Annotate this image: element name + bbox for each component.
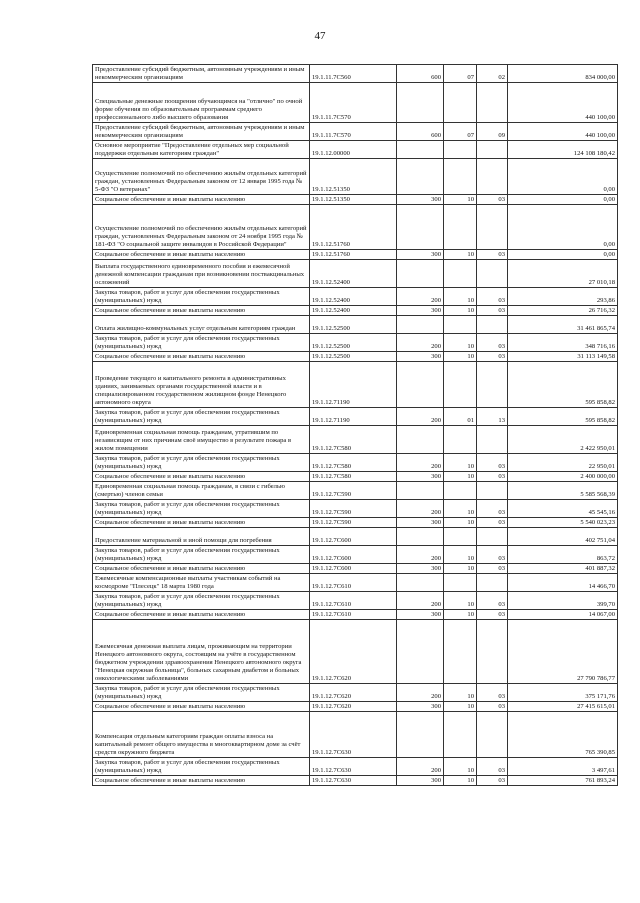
- amount-cell: 595 858,82: [508, 362, 618, 408]
- table-row: [93, 712, 618, 758]
- target-code-cell: 19.1.12.7С590: [310, 518, 397, 528]
- subsection-cell: [477, 528, 508, 546]
- target-code-cell: 19.1.12.7С590: [310, 500, 397, 518]
- target-code-cell: 19.1.12.7С600: [310, 546, 397, 564]
- item-name-cell: Закупка товаров, работ и услуг для обеспечения государственных (муниципальных) нужд: [93, 684, 310, 702]
- expense-type-cell: [397, 362, 444, 408]
- item-name-cell: Проведение текущего и капитального ремонта в административных зданиях, занимаемых органами государственной власти и в специализированном государственном жилищном фонде Ненецкого автономного округа: [93, 362, 310, 408]
- subsection-cell: 02: [477, 65, 508, 83]
- budget-table: [92, 64, 618, 786]
- expense-type-cell: 200: [397, 592, 444, 610]
- subsection-cell: 03: [477, 454, 508, 472]
- amount-cell: 124 108 180,42: [508, 141, 618, 159]
- subsection-cell: 03: [477, 334, 508, 352]
- page-number: 47: [314, 30, 326, 42]
- amount-cell: 401 887,32: [508, 564, 618, 574]
- target-code-cell: 19.1.12.71190: [310, 362, 397, 408]
- section-cell: 07: [444, 123, 477, 141]
- expense-type-cell: 300: [397, 472, 444, 482]
- section-cell: 07: [444, 65, 477, 83]
- section-cell: [444, 83, 477, 123]
- item-name-cell: Закупка товаров, работ и услуг для обеспечения государственных (муниципальных) нужд: [93, 288, 310, 306]
- subsection-cell: 03: [477, 306, 508, 316]
- table-row: [93, 546, 618, 564]
- target-code-cell: 19.1.12.7С620: [310, 702, 397, 712]
- subsection-cell: [477, 426, 508, 454]
- section-cell: [444, 712, 477, 758]
- expense-type-cell: 300: [397, 250, 444, 260]
- item-name-cell: Социальное обеспечение и иные выплаты населению: [93, 564, 310, 574]
- expense-type-cell: [397, 159, 444, 195]
- subsection-cell: 03: [477, 776, 508, 786]
- amount-cell: 0,00: [508, 195, 618, 205]
- expense-type-cell: [397, 574, 444, 592]
- amount-cell: 440 100,00: [508, 83, 618, 123]
- expense-type-cell: [397, 620, 444, 684]
- amount-cell: 14 067,00: [508, 610, 618, 620]
- table-row: [93, 316, 618, 334]
- target-code-cell: 19.1.12.7С620: [310, 620, 397, 684]
- target-code-cell: 19.1.12.7С630: [310, 712, 397, 758]
- subsection-cell: 03: [477, 546, 508, 564]
- item-name-cell: Закупка товаров, работ и услуг для обеспечения государственных (муниципальных) нужд: [93, 500, 310, 518]
- subsection-cell: 03: [477, 352, 508, 362]
- section-cell: 10: [444, 776, 477, 786]
- subsection-cell: [477, 482, 508, 500]
- target-code-cell: 19.1.12.71190: [310, 408, 397, 426]
- table-row: [93, 260, 618, 288]
- table-row: [93, 702, 618, 712]
- amount-cell: 5 540 023,23: [508, 518, 618, 528]
- section-cell: [444, 362, 477, 408]
- item-name-cell: Специальные денежные поощрения обучающимся на "отлично" по очной форме обучения по образовательным программам среднего профессионального либо высшего образования: [93, 83, 310, 123]
- subsection-cell: 13: [477, 408, 508, 426]
- expense-type-cell: 200: [397, 758, 444, 776]
- table-row: [93, 564, 618, 574]
- table-row: [93, 684, 618, 702]
- subsection-cell: 09: [477, 123, 508, 141]
- expense-type-cell: 300: [397, 702, 444, 712]
- section-cell: 01: [444, 408, 477, 426]
- expense-type-cell: [397, 426, 444, 454]
- table-row: [93, 362, 618, 408]
- target-code-cell: 19.1.12.7С590: [310, 482, 397, 500]
- subsection-cell: [477, 620, 508, 684]
- item-name-cell: Социальное обеспечение и иные выплаты населению: [93, 776, 310, 786]
- expense-type-cell: 200: [397, 546, 444, 564]
- subsection-cell: [477, 159, 508, 195]
- subsection-cell: 03: [477, 758, 508, 776]
- section-cell: 10: [444, 684, 477, 702]
- expense-type-cell: [397, 83, 444, 123]
- section-cell: 10: [444, 454, 477, 472]
- item-name-cell: Компенсация отдельным категориям граждан оплаты взноса на капитальный ремонт общего имущества в многоквартирном доме за счёт средств окружного бюджета: [93, 712, 310, 758]
- target-code-cell: 19.1.12.7С610: [310, 592, 397, 610]
- target-code-cell: 19.1.12.7С610: [310, 574, 397, 592]
- target-code-cell: 19.1.12.7С580: [310, 426, 397, 454]
- expense-type-cell: 200: [397, 334, 444, 352]
- section-cell: 10: [444, 472, 477, 482]
- section-cell: 10: [444, 518, 477, 528]
- expense-type-cell: 200: [397, 408, 444, 426]
- item-name-cell: Предоставление субсидий бюджетным, автономным учреждениям и иным некоммерческим организациям: [93, 123, 310, 141]
- expense-type-cell: 300: [397, 518, 444, 528]
- amount-cell: 2 400 000,00: [508, 472, 618, 482]
- expense-type-cell: 300: [397, 352, 444, 362]
- expense-type-cell: 300: [397, 306, 444, 316]
- target-code-cell: 19.1.12.7С610: [310, 610, 397, 620]
- item-name-cell: Предоставление субсидий бюджетным, автономным учреждениям и иным некоммерческим организациям: [93, 65, 310, 83]
- item-name-cell: Единовременная социальная помощь гражданам, утратившим по независящим от них причинам своё имущество в результате пожара в жилом помещении: [93, 426, 310, 454]
- expense-type-cell: 200: [397, 454, 444, 472]
- section-cell: 10: [444, 610, 477, 620]
- target-code-cell: 19.1.12.52400: [310, 288, 397, 306]
- table-row: [93, 408, 618, 426]
- section-cell: [444, 316, 477, 334]
- subsection-cell: [477, 362, 508, 408]
- amount-cell: 595 858,82: [508, 408, 618, 426]
- subsection-cell: 03: [477, 250, 508, 260]
- subsection-cell: 03: [477, 592, 508, 610]
- subsection-cell: 03: [477, 610, 508, 620]
- amount-cell: 348 716,16: [508, 334, 618, 352]
- section-cell: [444, 205, 477, 250]
- table-row: [93, 123, 618, 141]
- target-code-cell: 19.1.11.7С560: [310, 65, 397, 83]
- section-cell: [444, 141, 477, 159]
- item-name-cell: Оплата жилищно-коммунальных услуг отдельным категориям граждан: [93, 316, 310, 334]
- expense-type-cell: 600: [397, 123, 444, 141]
- amount-cell: 293,86: [508, 288, 618, 306]
- item-name-cell: Ежемесячные компенсационные выплаты участникам событий на космодроме "Плесецк" 18 марта 1980 года: [93, 574, 310, 592]
- amount-cell: 0,00: [508, 205, 618, 250]
- item-name-cell: Основное мероприятие "Предоставление отдельных мер социальной поддержки отдельным категориям граждан": [93, 141, 310, 159]
- expense-type-cell: 300: [397, 776, 444, 786]
- table-row: [93, 334, 618, 352]
- subsection-cell: [477, 574, 508, 592]
- table-row: [93, 159, 618, 195]
- amount-cell: 27 790 786,77: [508, 620, 618, 684]
- section-cell: 10: [444, 306, 477, 316]
- budget-table-body: [93, 65, 618, 786]
- expense-type-cell: [397, 482, 444, 500]
- target-code-cell: 19.1.12.51760: [310, 205, 397, 250]
- target-code-cell: 19.1.12.7С600: [310, 528, 397, 546]
- target-code-cell: 19.1.11.7С570: [310, 83, 397, 123]
- amount-cell: 5 585 568,39: [508, 482, 618, 500]
- section-cell: 10: [444, 500, 477, 518]
- table-row: [93, 426, 618, 454]
- table-row: [93, 500, 618, 518]
- item-name-cell: Закупка товаров, работ и услуг для обеспечения государственных (муниципальных) нужд: [93, 408, 310, 426]
- item-name-cell: Закупка товаров, работ и услуг для обеспечения государственных (муниципальных) нужд: [93, 592, 310, 610]
- amount-cell: 26 716,32: [508, 306, 618, 316]
- subsection-cell: 03: [477, 518, 508, 528]
- amount-cell: 31 461 865,74: [508, 316, 618, 334]
- section-cell: 10: [444, 758, 477, 776]
- amount-cell: 27 010,18: [508, 260, 618, 288]
- amount-cell: 22 950,01: [508, 454, 618, 472]
- table-row: [93, 306, 618, 316]
- subsection-cell: [477, 83, 508, 123]
- item-name-cell: Предоставление материальной и иной помощи для погребения: [93, 528, 310, 546]
- item-name-cell: Социальное обеспечение и иные выплаты населению: [93, 610, 310, 620]
- target-code-cell: 19.1.11.7С570: [310, 123, 397, 141]
- item-name-cell: Закупка товаров, работ и услуг для обеспечения государственных (муниципальных) нужд: [93, 758, 310, 776]
- table-row: [93, 83, 618, 123]
- item-name-cell: Выплата государственного единовременного пособия и ежемесячной денежной компенсации гражданам при возникновении поствакцинальных осложнений: [93, 260, 310, 288]
- subsection-cell: 03: [477, 195, 508, 205]
- subsection-cell: [477, 316, 508, 334]
- target-code-cell: 19.1.12.52500: [310, 316, 397, 334]
- target-code-cell: 19.1.12.7С630: [310, 776, 397, 786]
- amount-cell: 375 171,76: [508, 684, 618, 702]
- item-name-cell: Закупка товаров, работ и услуг для обеспечения государственных (муниципальных) нужд: [93, 546, 310, 564]
- expense-type-cell: [397, 528, 444, 546]
- table-row: [93, 141, 618, 159]
- subsection-cell: 03: [477, 684, 508, 702]
- amount-cell: 765 390,85: [508, 712, 618, 758]
- item-name-cell: Социальное обеспечение и иные выплаты населению: [93, 250, 310, 260]
- expense-type-cell: 300: [397, 610, 444, 620]
- table-row: [93, 288, 618, 306]
- section-cell: [444, 482, 477, 500]
- expense-type-cell: [397, 205, 444, 250]
- expense-type-cell: 300: [397, 564, 444, 574]
- section-cell: 10: [444, 592, 477, 610]
- item-name-cell: Социальное обеспечение и иные выплаты населению: [93, 702, 310, 712]
- section-cell: 10: [444, 546, 477, 564]
- expense-type-cell: 200: [397, 288, 444, 306]
- section-cell: 10: [444, 250, 477, 260]
- section-cell: 10: [444, 334, 477, 352]
- section-cell: 10: [444, 352, 477, 362]
- section-cell: 10: [444, 288, 477, 306]
- target-code-cell: 19.1.12.7С630: [310, 758, 397, 776]
- expense-type-cell: 200: [397, 684, 444, 702]
- amount-cell: 863,72: [508, 546, 618, 564]
- amount-cell: 0,00: [508, 159, 618, 195]
- item-name-cell: Закупка товаров, работ и услуг для обеспечения государственных (муниципальных) нужд: [93, 334, 310, 352]
- amount-cell: 0,00: [508, 250, 618, 260]
- expense-type-cell: 600: [397, 65, 444, 83]
- amount-cell: 761 893,24: [508, 776, 618, 786]
- table-row: [93, 472, 618, 482]
- item-name-cell: Единовременная социальная помощь гражданам, в связи с гибелью (смертью) членов семьи: [93, 482, 310, 500]
- section-cell: 10: [444, 195, 477, 205]
- target-code-cell: 19.1.12.52400: [310, 260, 397, 288]
- item-name-cell: Закупка товаров, работ и услуг для обеспечения государственных (муниципальных) нужд: [93, 454, 310, 472]
- expense-type-cell: 200: [397, 500, 444, 518]
- table-row: [93, 574, 618, 592]
- amount-cell: 31 113 149,58: [508, 352, 618, 362]
- item-name-cell: Социальное обеспечение и иные выплаты населению: [93, 195, 310, 205]
- item-name-cell: Социальное обеспечение и иные выплаты населению: [93, 352, 310, 362]
- subsection-cell: 03: [477, 564, 508, 574]
- expense-type-cell: [397, 712, 444, 758]
- table-row: [93, 65, 618, 83]
- table-row: [93, 482, 618, 500]
- item-name-cell: Социальное обеспечение и иные выплаты населению: [93, 306, 310, 316]
- target-code-cell: 19.1.12.7С600: [310, 564, 397, 574]
- target-code-cell: 19.1.12.7С580: [310, 472, 397, 482]
- amount-cell: 834 000,00: [508, 65, 618, 83]
- subsection-cell: [477, 141, 508, 159]
- table-row: [93, 620, 618, 684]
- table-row: [93, 518, 618, 528]
- item-name-cell: Социальное обеспечение и иные выплаты населению: [93, 518, 310, 528]
- target-code-cell: 19.1.12.7С620: [310, 684, 397, 702]
- table-row: [93, 454, 618, 472]
- section-cell: [444, 159, 477, 195]
- table-row: [93, 776, 618, 786]
- table-row: [93, 205, 618, 250]
- item-name-cell: Осуществление полномочий по обеспечению жильём отдельных категорий граждан, установленных Федеральным законом от 12 января 1995 года № 5-ФЗ "О ветеранах": [93, 159, 310, 195]
- amount-cell: 399,70: [508, 592, 618, 610]
- section-cell: 10: [444, 564, 477, 574]
- section-cell: [444, 620, 477, 684]
- subsection-cell: 03: [477, 500, 508, 518]
- amount-cell: 45 545,16: [508, 500, 618, 518]
- target-code-cell: 19.1.12.00000: [310, 141, 397, 159]
- subsection-cell: [477, 260, 508, 288]
- expense-type-cell: 300: [397, 195, 444, 205]
- table-row: [93, 352, 618, 362]
- amount-cell: 14 466,70: [508, 574, 618, 592]
- expense-type-cell: [397, 260, 444, 288]
- item-name-cell: Ежемесячная денежная выплата лицам, проживающим на территории Ненецкого автономного округа, состоящим на учёте в государственном бюджетном учреждении здравоохранения Ненецкого автономного округа "Ненецкая окружная больница", больных сахарным диабетом и больных онкологическими заболеваниями: [93, 620, 310, 684]
- target-code-cell: 19.1.12.51350: [310, 195, 397, 205]
- section-cell: [444, 260, 477, 288]
- table-row: [93, 250, 618, 260]
- subsection-cell: [477, 712, 508, 758]
- subsection-cell: 03: [477, 702, 508, 712]
- target-code-cell: 19.1.12.52500: [310, 334, 397, 352]
- expense-type-cell: [397, 316, 444, 334]
- target-code-cell: 19.1.12.52400: [310, 306, 397, 316]
- subsection-cell: 03: [477, 472, 508, 482]
- table-row: [93, 528, 618, 546]
- target-code-cell: 19.1.12.52500: [310, 352, 397, 362]
- table-row: [93, 592, 618, 610]
- table-row: [93, 195, 618, 205]
- section-cell: 10: [444, 702, 477, 712]
- table-row: [93, 758, 618, 776]
- section-cell: [444, 528, 477, 546]
- subsection-cell: 03: [477, 288, 508, 306]
- amount-cell: 440 100,00: [508, 123, 618, 141]
- amount-cell: 2 422 950,01: [508, 426, 618, 454]
- section-cell: [444, 426, 477, 454]
- target-code-cell: 19.1.12.51350: [310, 159, 397, 195]
- section-cell: [444, 574, 477, 592]
- amount-cell: 3 497,61: [508, 758, 618, 776]
- target-code-cell: 19.1.12.7С580: [310, 454, 397, 472]
- expense-type-cell: [397, 141, 444, 159]
- amount-cell: 27 415 615,01: [508, 702, 618, 712]
- target-code-cell: 19.1.12.51760: [310, 250, 397, 260]
- item-name-cell: Осуществление полномочий по обеспечению жильём отдельных категорий граждан, установленных Федеральным законом от 24 ноября 1995 года № 181-ФЗ "О социальной защите инвалидов в Российской Федерации": [93, 205, 310, 250]
- item-name-cell: Социальное обеспечение и иные выплаты населению: [93, 472, 310, 482]
- subsection-cell: [477, 205, 508, 250]
- table-row: [93, 610, 618, 620]
- amount-cell: 402 751,04: [508, 528, 618, 546]
